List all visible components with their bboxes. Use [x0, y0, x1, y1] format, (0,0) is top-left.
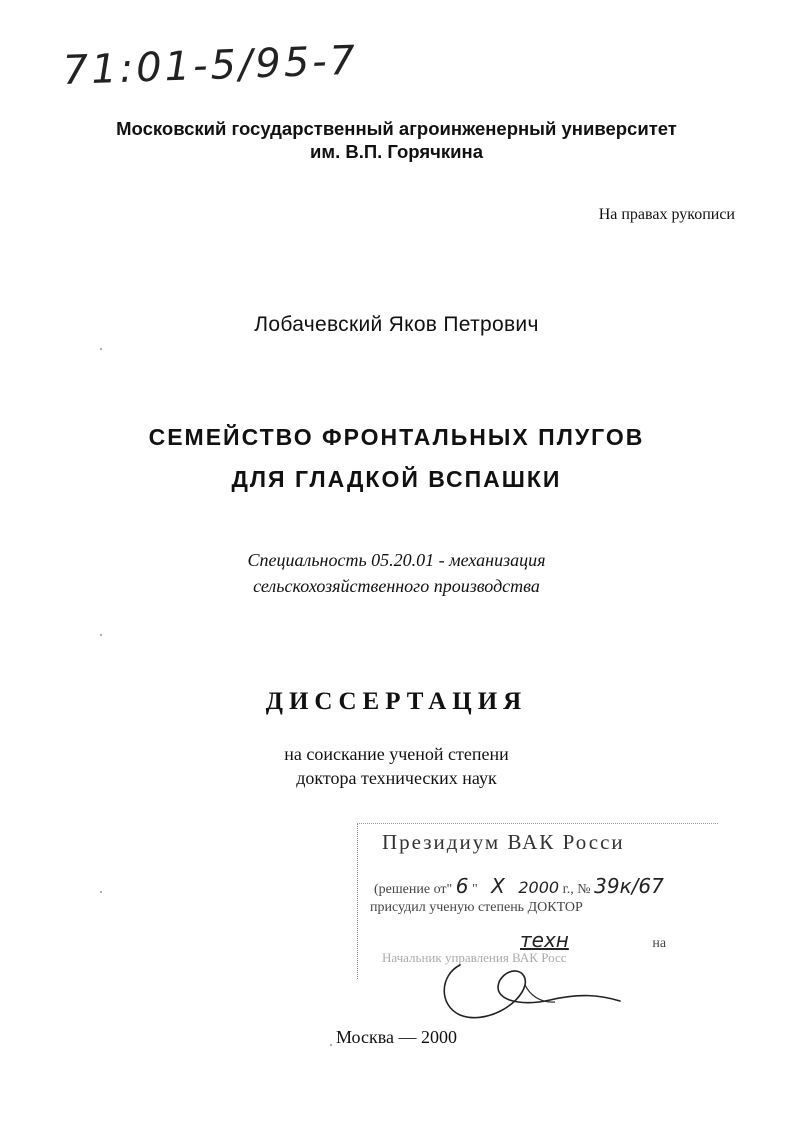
document-type: ДИССЕРТАЦИЯ [265, 688, 528, 715]
stamp-quote: " [471, 882, 478, 897]
stamp-header: Президиум ВАК Росси [382, 830, 625, 854]
stamp-awarded-line: присудил ученую степень ДОКТОР [370, 900, 583, 915]
stamp-decision-mid: г., № [562, 882, 591, 897]
place-year: Москва — 2000 [336, 1027, 457, 1047]
scan-speck [100, 348, 102, 350]
scan-speck [100, 634, 102, 636]
author-name: Лобачевский Яков Петрович [254, 313, 539, 336]
stamp-decision-day: 6 [455, 874, 469, 898]
stamp-decision-line [374, 874, 664, 898]
dissertation-title-line1: СЕМЕЙСТВО ФРОНТАЛЬНЫХ ПЛУГОВ [148, 424, 645, 450]
university-name-line2: им. В.П. Горячкина [310, 141, 483, 162]
handwritten-signature [430, 945, 630, 1035]
stamp-decision-year: 2000 [518, 878, 560, 897]
specialty-line2: сельскохозяйственного производства [253, 576, 540, 596]
dissertation-title-line2: ДЛЯ ГЛАДКОЙ ВСПАШКИ [231, 466, 562, 492]
manuscript-rights: На правах рукописи [598, 206, 735, 223]
degree-line1: на соискание ученой степени [284, 744, 509, 764]
stamp-decision-number: 39к/67 [594, 874, 664, 898]
stamp-decision-prefix: (решение от" [374, 882, 453, 897]
university-name-line1: Московский государственный агроинженерный университет [116, 118, 677, 139]
scan-speck [330, 1044, 332, 1046]
stamp-decision-month: X [491, 874, 505, 898]
degree-line2: доктора технических наук [296, 768, 497, 788]
archive-number: 71:01-5/95-7 [62, 37, 359, 94]
scan-speck [100, 891, 102, 893]
stamp-footer: Начальник управления ВАК Росс [382, 950, 567, 965]
stamp-field-suffix: на [652, 936, 667, 951]
stamp-field-handwritten: техн [520, 928, 569, 952]
specialty-line1: Специальность 05.20.01 - механизация [247, 550, 546, 570]
